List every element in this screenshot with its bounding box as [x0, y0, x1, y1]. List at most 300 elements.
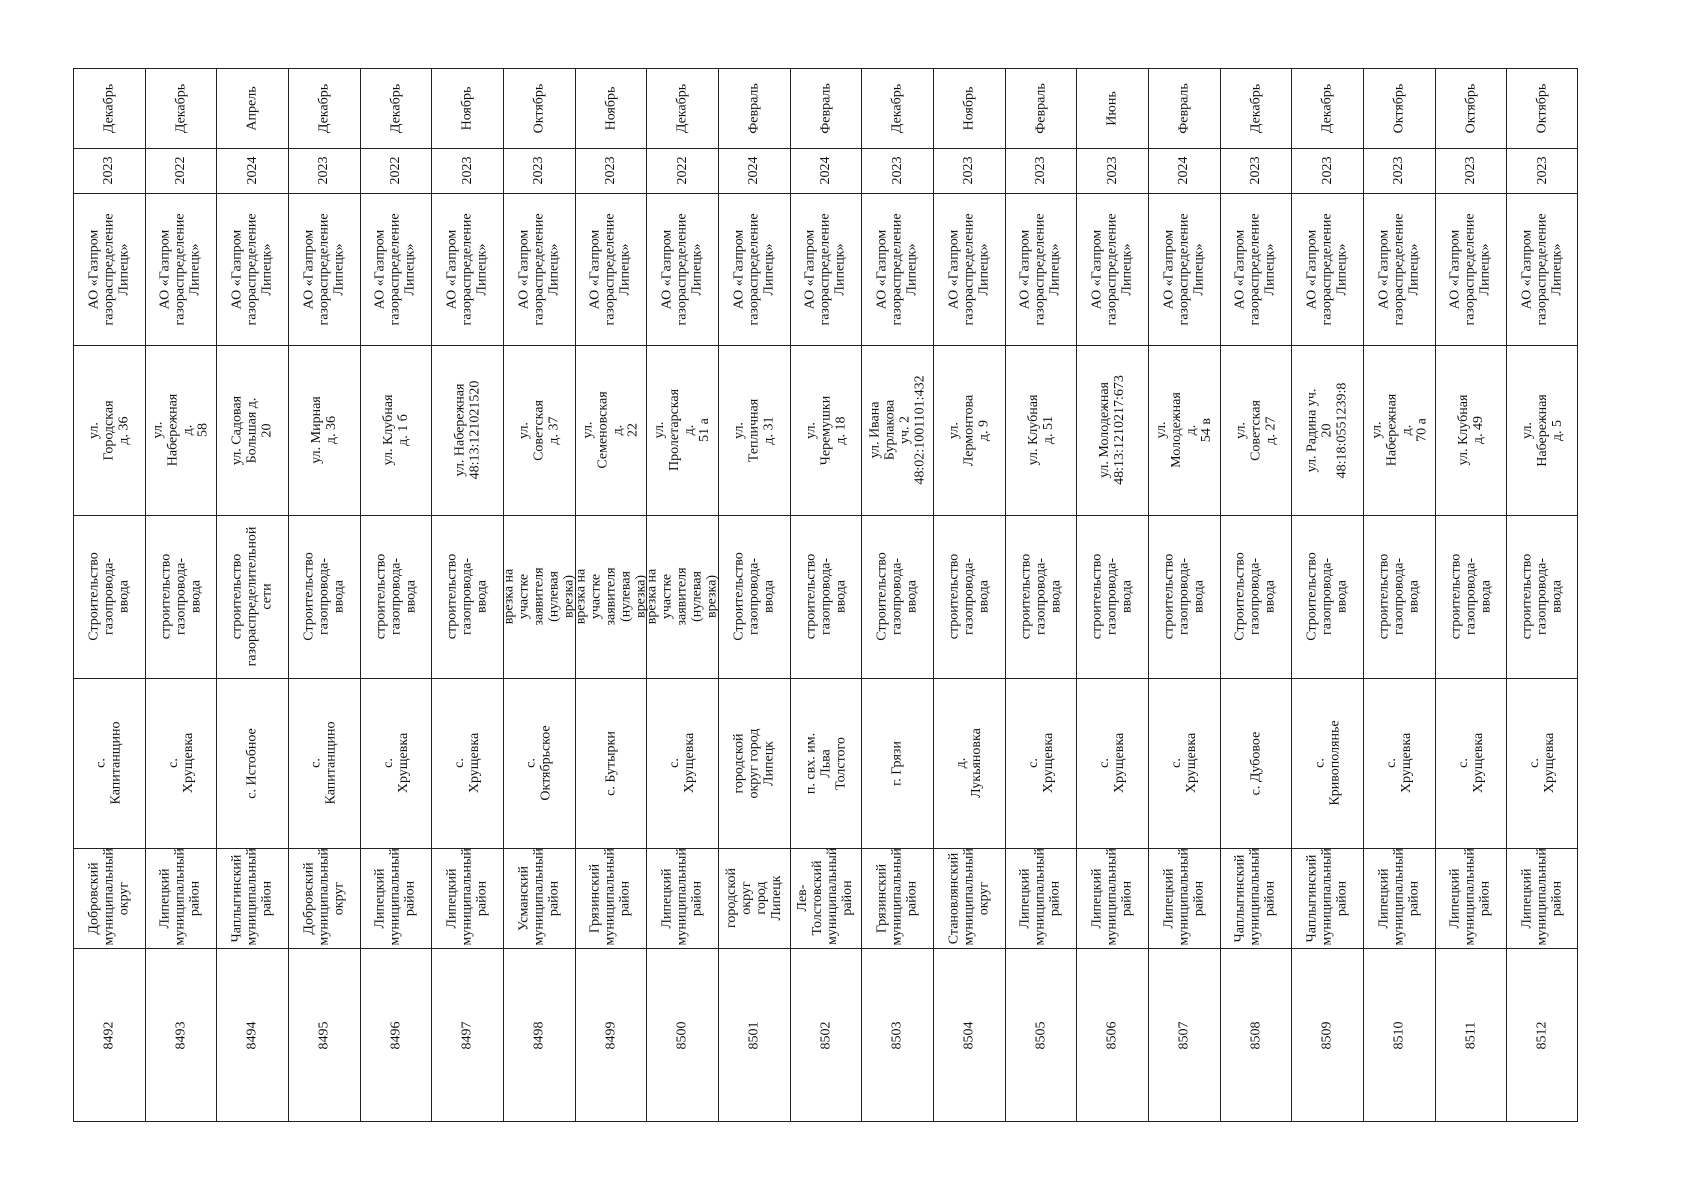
table-cell-settlement — [73, 678, 145, 848]
cell-text-year: 2023 — [459, 156, 475, 185]
table-cell-address — [1506, 345, 1578, 515]
cell-text-year: 2023 — [1247, 156, 1263, 185]
table-cell-settlement — [861, 678, 933, 848]
table-cell-org — [503, 193, 575, 345]
table-cell-work — [1435, 515, 1507, 678]
cell-text-settlement: с. Хрущевка — [452, 732, 483, 794]
cell-text-org: АО «Газпром газораспределение Липецк» — [1519, 212, 1565, 326]
cell-text-address: ул. Набережная д. 58 — [150, 393, 211, 467]
cell-text-month: Октябрь — [1462, 83, 1478, 133]
table-cell-month — [1076, 68, 1148, 148]
table-cell-month — [503, 68, 575, 148]
table-cell-settlement — [718, 678, 790, 848]
cell-text-address: ул. Радина уч. 20 48:18:0551239:8 — [1304, 382, 1350, 478]
table-cell-month — [1220, 68, 1292, 148]
cell-text-work: Строительство газопровода-ввода — [301, 552, 347, 641]
table-cell-district — [360, 848, 432, 948]
table-cell-year — [790, 148, 862, 193]
cell-text-num: 8504 — [961, 1021, 977, 1049]
table-cell-work — [646, 515, 718, 678]
table-cell-year — [1005, 148, 1077, 193]
table-cell-settlement — [1291, 678, 1363, 848]
cell-text-year: 2024 — [244, 156, 260, 185]
table-cell-org — [646, 193, 718, 345]
cell-text-work: строительство газопровода-ввода — [802, 553, 848, 640]
cell-text-month: Июнь — [1104, 90, 1120, 126]
table-cell-work — [1005, 515, 1077, 678]
table-cell-address — [73, 345, 145, 515]
cell-text-month: Апрель — [244, 85, 260, 131]
cell-text-settlement: с. Кривополянье — [1312, 720, 1343, 806]
cell-text-org: АО «Газпром газораспределение Липецк» — [1376, 212, 1422, 326]
table-cell-year — [216, 148, 288, 193]
cell-text-work: строительство газопровода-ввода — [1376, 553, 1422, 640]
cell-text-settlement: с. Хрущевка — [1025, 732, 1056, 794]
cell-text-month: Декабрь — [889, 83, 905, 133]
cell-text-district: Липецкий муниципальный район — [1376, 847, 1422, 945]
table-cell-year — [575, 148, 647, 193]
cell-text-work: строительство газопровода-ввода — [372, 553, 418, 640]
table-cell-org — [216, 193, 288, 345]
cell-text-num: 8493 — [172, 1021, 188, 1049]
table-cell-work — [572, 515, 648, 678]
cell-text-year: 2023 — [1391, 156, 1407, 185]
cell-text-year: 2022 — [674, 156, 690, 185]
table-cell-address — [216, 345, 288, 515]
cell-text-num: 8506 — [1104, 1021, 1120, 1049]
cell-text-num: 8501 — [746, 1021, 762, 1049]
table-cell-work — [1220, 515, 1292, 678]
table-cell-month — [216, 68, 288, 148]
table-cell-work — [1506, 515, 1578, 678]
table-cell-year — [1291, 148, 1363, 193]
table-cell-year — [360, 148, 432, 193]
table-cell-month — [431, 68, 503, 148]
table-cell-district — [718, 848, 790, 948]
table-cell-num — [790, 948, 862, 1122]
cell-text-address: ул. Садовая Большая д. 20 — [229, 395, 275, 465]
table-cell-year — [1506, 148, 1578, 193]
cell-text-month: Декабрь — [316, 83, 332, 133]
table-cell-address — [1220, 345, 1292, 515]
cell-text-district: Грязинский муниципальный район — [587, 847, 633, 945]
table-cell-settlement — [790, 678, 862, 848]
table-cell-work — [503, 515, 575, 678]
cell-text-district: Чаплыгинский муниципальный район — [1232, 847, 1278, 945]
cell-text-year: 2023 — [602, 156, 618, 185]
table-cell-org — [1005, 193, 1077, 345]
cell-text-address: ул. Ивана Бурлакова уч. 2 48:02:1001101:432 — [867, 375, 928, 485]
table-cell-address — [1363, 345, 1435, 515]
cell-text-org: АО «Газпром газораспределение Липецк» — [1017, 212, 1063, 326]
table-cell-org — [360, 193, 432, 345]
cell-text-district: Липецкий муниципальный район — [157, 847, 203, 945]
cell-text-month: Февраль — [746, 82, 762, 134]
table-cell-address — [861, 345, 933, 515]
table-cell-num — [1291, 948, 1363, 1122]
table-cell-num — [431, 948, 503, 1122]
cell-text-year: 2024 — [746, 156, 762, 185]
table-cell-year — [431, 148, 503, 193]
table-cell-district — [288, 848, 360, 948]
cell-text-work: строительство газопровода-ввода — [1447, 553, 1493, 640]
table-cell-month — [1363, 68, 1435, 148]
cell-text-month: Октябрь — [531, 83, 547, 133]
table-cell-district — [933, 848, 1005, 948]
table-cell-address — [360, 345, 432, 515]
cell-text-district: Липецкий муниципальный район — [372, 847, 418, 945]
table-cell-num — [575, 948, 647, 1122]
table-cell-work — [1076, 515, 1148, 678]
table-cell-num — [73, 948, 145, 1122]
cell-text-district: Лев- Толстовский муниципальный район — [795, 847, 856, 945]
table-cell-year — [861, 148, 933, 193]
table-cell-month — [933, 68, 1005, 148]
table-cell-month — [1291, 68, 1363, 148]
table-cell-address — [145, 345, 217, 515]
cell-text-settlement: с. Хрущевка — [1383, 732, 1414, 794]
cell-text-district: Усманский муниципальный район — [516, 847, 562, 945]
cell-text-year: 2024 — [817, 156, 833, 185]
table-cell-month — [360, 68, 432, 148]
cell-text-district: Липецкий муниципальный район — [1519, 847, 1565, 945]
cell-text-month: Декабрь — [172, 83, 188, 133]
cell-text-org: АО «Газпром газораспределение Липецк» — [157, 212, 203, 326]
cell-text-address: ул. Советская д. 27 — [1232, 399, 1278, 461]
cell-text-work: Строительство газопровода-ввода — [1304, 552, 1350, 641]
cell-text-district: Добровский муниципальный округ — [301, 847, 347, 945]
cell-text-settlement: с. Хрущевка — [380, 732, 411, 794]
cell-text-month: Февраль — [1176, 82, 1192, 134]
cell-text-work: Строительство газопровода-ввода — [86, 552, 132, 641]
table-cell-month — [288, 68, 360, 148]
table-cell-work — [431, 515, 503, 678]
cell-text-work: врезка на участке заявителя (нулевая врезка) — [501, 567, 577, 626]
cell-text-address: ул. Клубная д. 51 — [1025, 394, 1056, 466]
cell-text-address: ул. Пролетарская д. 51 а — [652, 388, 713, 472]
table-cell-num — [1506, 948, 1578, 1122]
table-cell-district — [73, 848, 145, 948]
table-cell-district — [216, 848, 288, 948]
table-cell-num — [360, 948, 432, 1122]
cell-text-work: Строительство газопровода-ввода — [874, 552, 920, 641]
table-cell-month — [73, 68, 145, 148]
cell-text-address: ул. Советская д. 37 — [516, 399, 562, 461]
table-cell-org — [1506, 193, 1578, 345]
cell-text-org: АО «Газпром газораспределение Липецк» — [874, 212, 920, 326]
table-cell-settlement — [503, 678, 575, 848]
cell-text-month: Декабрь — [1247, 83, 1263, 133]
table-cell-address — [1291, 345, 1363, 515]
cell-text-num: 8502 — [817, 1021, 833, 1049]
table-cell-district — [1363, 848, 1435, 948]
table-cell-district — [1291, 848, 1363, 948]
table-cell-org — [1148, 193, 1220, 345]
table-cell-year — [1148, 148, 1220, 193]
cell-text-work: строительство газопровода-ввода — [444, 553, 490, 640]
cell-text-year: 2024 — [1176, 156, 1192, 185]
table-cell-org — [575, 193, 647, 345]
cell-text-district: Грязинский муниципальный район — [874, 847, 920, 945]
cell-text-address: ул. Городская д. 36 — [86, 399, 132, 461]
cell-text-address: ул. Лермонтова д. 9 — [946, 394, 992, 466]
table-cell-month — [1435, 68, 1507, 148]
table-cell-month — [718, 68, 790, 148]
table-cell-settlement — [646, 678, 718, 848]
table-cell-work — [718, 515, 790, 678]
cell-text-month: Декабрь — [1319, 83, 1335, 133]
cell-text-year: 2023 — [961, 156, 977, 185]
cell-text-org: АО «Газпром газораспределение Липецк» — [1089, 212, 1135, 326]
table-cell-year — [1435, 148, 1507, 193]
table-cell-month — [1148, 68, 1220, 148]
cell-text-year: 2022 — [172, 156, 188, 185]
table-cell-address — [1005, 345, 1077, 515]
table-cell-year — [145, 148, 217, 193]
table-cell-month — [1005, 68, 1077, 148]
cell-text-month: Ноябрь — [459, 86, 475, 130]
cell-text-month: Декабрь — [101, 83, 117, 133]
table-cell-district — [145, 848, 217, 948]
cell-text-month: Февраль — [817, 82, 833, 134]
table-cell-work — [216, 515, 288, 678]
table-cell-settlement — [933, 678, 1005, 848]
cell-text-num: 8512 — [1534, 1021, 1550, 1049]
table-cell-district — [1506, 848, 1578, 948]
table-cell-num — [718, 948, 790, 1122]
cell-text-org: АО «Газпром газораспределение Липецк» — [86, 212, 132, 326]
table-cell-district — [575, 848, 647, 948]
cell-text-num: 8511 — [1462, 1021, 1478, 1049]
cell-text-org: АО «Газпром газораспределение Липецк» — [802, 212, 848, 326]
table-cell-work — [1148, 515, 1220, 678]
table-cell-org — [1435, 193, 1507, 345]
cell-text-num: 8503 — [889, 1021, 905, 1049]
table-cell-settlement — [1148, 678, 1220, 848]
table-cell-work — [933, 515, 1005, 678]
table-cell-address — [646, 345, 718, 515]
cell-text-work: строительство газораспределительной сети — [229, 526, 275, 667]
table-cell-district — [431, 848, 503, 948]
cell-text-work: строительство газопровода-ввода — [1017, 553, 1063, 640]
table-cell-settlement — [288, 678, 360, 848]
table-cell-num — [1148, 948, 1220, 1122]
cell-text-work: строительство газопровода-ввода — [1089, 553, 1135, 640]
cell-text-month: Декабрь — [387, 83, 403, 133]
cell-text-year: 2023 — [1104, 156, 1120, 185]
table-cell-work — [145, 515, 217, 678]
table-cell-month — [575, 68, 647, 148]
cell-text-settlement: с. Хрущевка — [165, 732, 196, 794]
cell-text-num: 8508 — [1247, 1021, 1263, 1049]
table-cell-num — [216, 948, 288, 1122]
cell-text-address: ул. Молодежная 48:13:1210217:673 — [1097, 375, 1128, 485]
cell-text-district: Липецкий муниципальный район — [659, 847, 705, 945]
table-cell-work — [288, 515, 360, 678]
table-cell-year — [1363, 148, 1435, 193]
cell-text-work: строительство газопровода-ввода — [946, 553, 992, 640]
table-cell-settlement — [216, 678, 288, 848]
table-cell-num — [1435, 948, 1507, 1122]
table-cell-address — [575, 345, 647, 515]
cell-text-num: 8510 — [1391, 1021, 1407, 1049]
cell-text-num: 8495 — [316, 1021, 332, 1049]
table-cell-month — [861, 68, 933, 148]
cell-text-address: ул. Набережная 48:13:121021520 — [452, 380, 483, 480]
cell-text-address: ул. Семеновская д. 22 — [580, 391, 641, 469]
table-cell-district — [790, 848, 862, 948]
table-cell-work — [73, 515, 145, 678]
table-cell-month — [1506, 68, 1578, 148]
table-cell-year — [73, 148, 145, 193]
table-cell-num — [1005, 948, 1077, 1122]
table-cell-org — [1220, 193, 1292, 345]
cell-text-address: ул. Набережная д. 5 — [1519, 393, 1565, 467]
cell-text-settlement: с. Октябрьское — [523, 725, 554, 801]
table-cell-year — [1076, 148, 1148, 193]
cell-text-month: Февраль — [1032, 82, 1048, 134]
table-cell-settlement — [1363, 678, 1435, 848]
cell-text-district: Липецкий муниципальный район — [1161, 847, 1207, 945]
table-cell-address — [503, 345, 575, 515]
cell-text-org: АО «Газпром газораспределение Липецк» — [1232, 212, 1278, 326]
cell-text-num: 8505 — [1032, 1021, 1048, 1049]
table-cell-address — [933, 345, 1005, 515]
cell-text-work: врезка на участке заявителя (нулевая врезка) — [572, 567, 648, 626]
cell-text-org: АО «Газпром газораспределение Липецк» — [1161, 212, 1207, 326]
cell-text-year: 2023 — [1032, 156, 1048, 185]
cell-text-settlement: г. Грязи — [889, 740, 905, 786]
cell-text-org: АО «Газпром газораспределение Липецк» — [946, 212, 992, 326]
cell-text-work: Строительство газопровода-ввода — [1232, 552, 1278, 641]
table-cell-district — [1220, 848, 1292, 948]
cell-text-address: ул. Клубная д. 49 — [1455, 394, 1486, 466]
table-cell-settlement — [1506, 678, 1578, 848]
cell-text-num: 8509 — [1319, 1021, 1335, 1049]
cell-text-num: 8497 — [459, 1021, 475, 1049]
table-cell-address — [431, 345, 503, 515]
cell-text-org: АО «Газпром газораспределение Липецк» — [1304, 212, 1350, 326]
cell-text-year: 2023 — [531, 156, 547, 185]
cell-text-work: врезка на участке заявителя (нулевая врезка) — [644, 567, 720, 626]
table-cell-settlement — [360, 678, 432, 848]
table-cell-district — [503, 848, 575, 948]
table-cell-org — [145, 193, 217, 345]
cell-text-address: ул. Тепличная д. 31 — [731, 398, 777, 462]
cell-text-month: Декабрь — [674, 83, 690, 133]
table-cell-org — [1363, 193, 1435, 345]
table-cell-month — [646, 68, 718, 148]
cell-text-settlement: д. Лукьяновка — [953, 728, 984, 798]
cell-text-work: Строительство газопровода-ввода — [731, 552, 777, 641]
table-cell-address — [790, 345, 862, 515]
cell-text-org: АО «Газпром газораспределение Липецк» — [587, 212, 633, 326]
cell-text-work: строительство газопровода-ввода — [1161, 553, 1207, 640]
cell-text-district: Липецкий муниципальный район — [1089, 847, 1135, 945]
cell-text-org: АО «Газпром газораспределение Липецк» — [1447, 212, 1493, 326]
cell-text-address: ул. Мирная д. 36 — [308, 396, 339, 464]
cell-text-address: ул. Клубная д. 1 б — [380, 394, 411, 466]
table-cell-settlement — [1005, 678, 1077, 848]
cell-text-district: Липецкий муниципальный район — [444, 847, 490, 945]
table-cell-work — [790, 515, 862, 678]
cell-text-month: Октябрь — [1534, 83, 1550, 133]
cell-text-org: АО «Газпром газораспределение Липецк» — [372, 212, 418, 326]
table-cell-org — [933, 193, 1005, 345]
table-cell-work — [1291, 515, 1363, 678]
table-cell-district — [1435, 848, 1507, 948]
table-cell-year — [288, 148, 360, 193]
cell-text-org: АО «Газпром газораспределение Липецк» — [444, 212, 490, 326]
table-cell-settlement — [1220, 678, 1292, 848]
cell-text-address: ул. Молодежная д. 54 в — [1153, 392, 1214, 468]
table-cell-org — [861, 193, 933, 345]
cell-text-year: 2023 — [889, 156, 905, 185]
cell-text-district: городской округ город Липецк — [723, 868, 784, 928]
table-cell-settlement — [145, 678, 217, 848]
cell-text-num: 8496 — [387, 1021, 403, 1049]
table-cell-address — [1148, 345, 1220, 515]
table-cell-month — [145, 68, 217, 148]
table-cell-num — [503, 948, 575, 1122]
cell-text-num: 8494 — [244, 1021, 260, 1049]
cell-text-year: 2023 — [101, 156, 117, 185]
table-cell-year — [646, 148, 718, 193]
table-cell-work — [861, 515, 933, 678]
cell-text-org: АО «Газпром газораспределение Липецк» — [659, 212, 705, 326]
table-cell-settlement — [431, 678, 503, 848]
cell-text-settlement: с. Хрущевка — [1455, 732, 1486, 794]
table-cell-work — [360, 515, 432, 678]
table-cell-org — [431, 193, 503, 345]
cell-text-num: 8492 — [101, 1021, 117, 1049]
cell-text-district: Становлянский муниципальный округ — [946, 847, 992, 945]
table-cell-address — [1076, 345, 1148, 515]
cell-text-year: 2023 — [1534, 156, 1550, 185]
cell-text-district: Чаплыгинский муниципальный район — [1304, 847, 1350, 945]
table-cell-address — [1435, 345, 1507, 515]
cell-text-work: строительство газопровода-ввода — [1519, 553, 1565, 640]
table-cell-num — [861, 948, 933, 1122]
cell-text-settlement: с. Капитанщино — [308, 721, 339, 805]
table-cell-year — [503, 148, 575, 193]
table-cell-org — [73, 193, 145, 345]
cell-text-num: 8498 — [531, 1021, 547, 1049]
table-cell-year — [933, 148, 1005, 193]
table-cell-settlement — [1076, 678, 1148, 848]
table-cell-num — [646, 948, 718, 1122]
table-cell-district — [1148, 848, 1220, 948]
cell-text-year: 2023 — [316, 156, 332, 185]
cell-text-year: 2022 — [387, 156, 403, 185]
table-cell-district — [1076, 848, 1148, 948]
table-cell-org — [790, 193, 862, 345]
cell-text-settlement: с. Хрущевка — [1527, 732, 1558, 794]
table-cell-address — [288, 345, 360, 515]
table-cell-district — [861, 848, 933, 948]
cell-text-num: 8507 — [1176, 1021, 1192, 1049]
cell-text-org: АО «Газпром газораспределение Липецк» — [516, 212, 562, 326]
table-cell-address — [718, 345, 790, 515]
table-cell-num — [1363, 948, 1435, 1122]
cell-text-org: АО «Газпром газораспределение Липецк» — [301, 212, 347, 326]
table-cell-num — [288, 948, 360, 1122]
table-cell-org — [288, 193, 360, 345]
cell-text-settlement: с. Хрущевка — [1168, 732, 1199, 794]
table-cell-district — [646, 848, 718, 948]
table-cell-org — [718, 193, 790, 345]
cell-text-year: 2023 — [1319, 156, 1335, 185]
